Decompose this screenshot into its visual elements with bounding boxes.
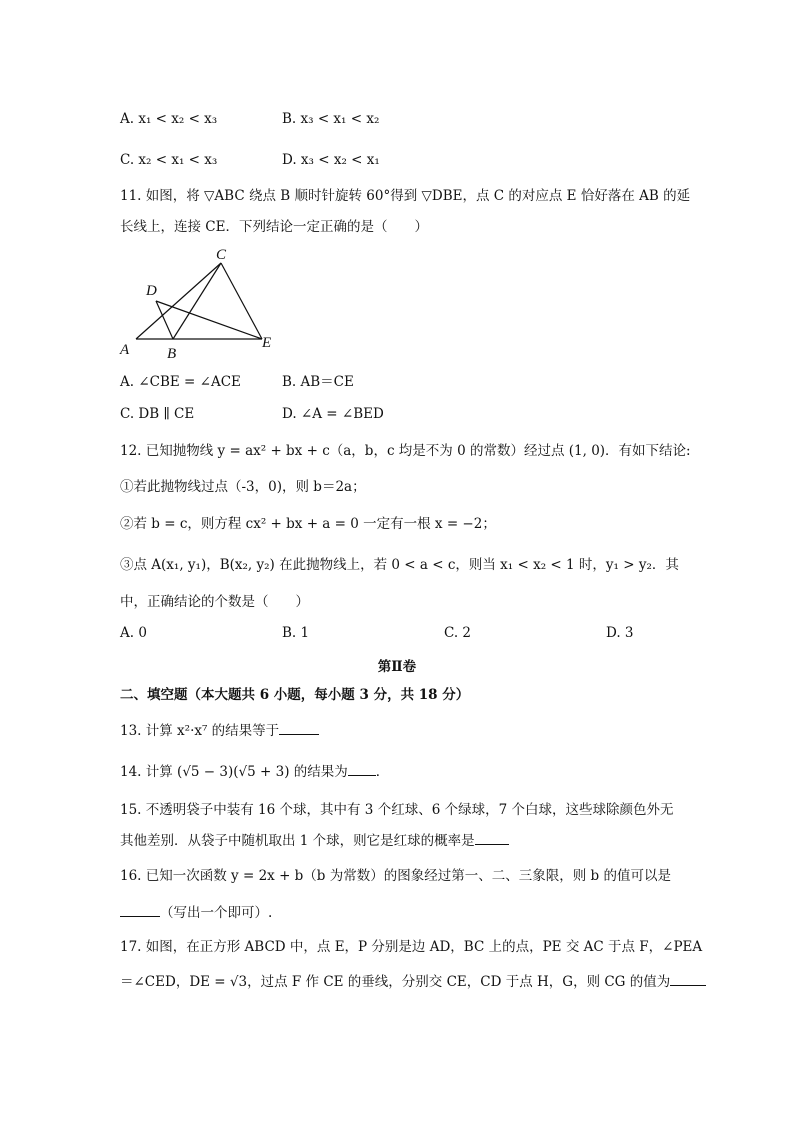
q11-stem-line1: 11. 如图，将 ▽ABC 绕点 B 顺时针旋转 60°得到 ▽DBE，点 C 的对应点 E 恰好落在 AB 的延: [120, 188, 691, 204]
q15-line1: 15. 不透明袋子中装有 16 个球，其中有 3 个红球、6 个绿球，7 个白球，这些球除颜色外无: [120, 802, 674, 818]
q15-line2-wrap: [120, 832, 509, 850]
q12-option-c: C. 2: [444, 625, 472, 641]
q10-option-b: B. x₃ < x₁ < x₂: [282, 111, 380, 127]
label-a: A: [120, 342, 130, 358]
q12-option-b: B. 1: [282, 625, 310, 641]
segment-ce: [221, 263, 262, 339]
q17-line1: 17. 如图，在正方形 ABCD 中，点 E，P 分别是边 AD，BC 上的点，PE 交 AC 于点 F，∠PEA: [120, 939, 703, 955]
q10-option-c: C. x₂ < x₁ < x₃: [120, 152, 218, 168]
q12-conclusion-2: ②若 b = c，则方程 cx² + bx + a = 0 一定有一根 x = −2；: [120, 516, 496, 532]
segment-ac: [136, 263, 221, 339]
q11-option-d: D. ∠A = ∠BED: [282, 406, 384, 422]
q17-answer-blank: [670, 973, 706, 986]
q15-line2: 其他差别．从袋子中随机取出 1 个球，则它是红球的概率是: [120, 833, 475, 849]
q14-answer-blank: [348, 763, 376, 776]
q15-answer-blank: [475, 832, 509, 845]
q13-text: 13. 计算 x²·x⁷ 的结果等于: [120, 723, 280, 739]
q11-stem-line2: 长线上，连接 CE．下列结论一定正确的是（ ）: [120, 219, 428, 235]
q16-line2-wrap: [120, 904, 272, 922]
q11-option-c: C. DB ∥ CE: [120, 406, 195, 422]
q16-line2: （写出一个即可）.: [160, 905, 273, 921]
section-heading: 二、填空题（本大题共 6 小题，每小题 3 分，共 18 分）: [120, 687, 470, 703]
q13-line: [120, 722, 319, 740]
label-e: E: [262, 335, 272, 351]
q12-conclusion-1: ①若此抛物线过点（-3，0)，则 b＝2a；: [120, 479, 366, 495]
q12-option-d: D. 3: [606, 625, 634, 641]
q16-line1: 16. 已知一次函数 y = 2x + b（b 为常数）的图象经过第一、二、三象限，则 b 的值可以是: [120, 868, 671, 884]
q12-stem: 12. 已知抛物线 y = ax² + bx + c（a，b，c 均是不为 0 的常数）经过点 (1, 0)．有如下结论:: [120, 443, 691, 459]
label-c: C: [216, 247, 227, 263]
q12-conclusion-3-cont: 中，正确结论的个数是（ ）: [120, 594, 309, 610]
q17-line2-wrap: [120, 973, 706, 991]
q11-option-b: B. AB＝CE: [282, 374, 354, 390]
q14-line: [120, 763, 389, 781]
q10-option-a: A. x₁ < x₂ < x₃: [120, 111, 218, 127]
q17-line2: ＝∠CED，DE = √3，过点 F 作 CE 的垂线，分别交 CE，CD 于点 H，G，则 CG 的值为: [120, 974, 671, 990]
q12-conclusion-3: ③点 A(x₁, y₁)，B(x₂, y₂) 在此抛物线上，若 0 < a < c，则当 x₁ < x₂ < 1 时，y₁ > y₂．其: [120, 557, 679, 573]
segment-bc: [173, 263, 221, 339]
label-b: B: [167, 346, 177, 362]
q16-answer-blank: [120, 904, 160, 917]
q11-triangle-figure: [110, 240, 290, 365]
q11-option-a: A. ∠CBE = ∠ACE: [120, 374, 241, 390]
q14-text: 14. 计算 (√5 − 3)(√5 + 3) 的结果为: [120, 764, 348, 780]
q13-answer-blank: [279, 722, 319, 735]
q12-option-a: A. 0: [120, 625, 147, 641]
label-d: D: [146, 283, 157, 299]
q14-end: ．: [375, 764, 390, 780]
volume-title: 第Ⅱ卷: [377, 659, 417, 675]
segment-de: [156, 301, 262, 339]
q10-option-d: D. x₃ < x₂ < x₁: [282, 152, 380, 168]
